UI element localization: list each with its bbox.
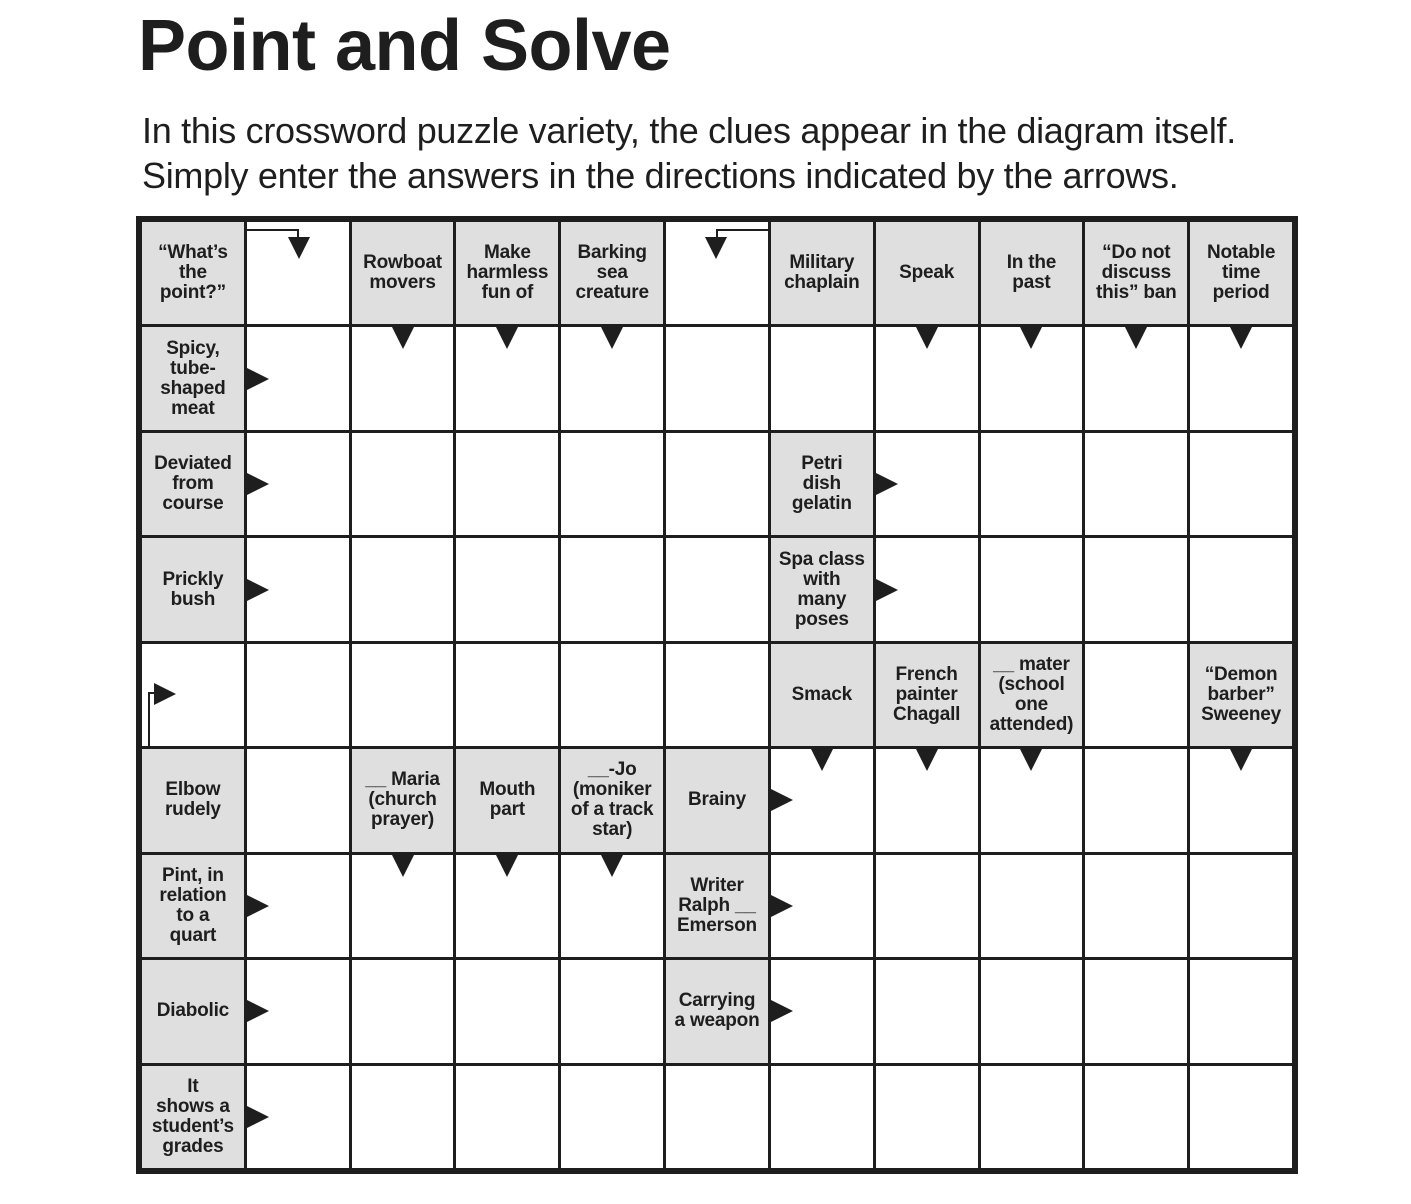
clue-text: __ Maria (church prayer) (365, 769, 440, 831)
answer-cell[interactable] (981, 1066, 1083, 1168)
answer-cell[interactable] (247, 538, 349, 640)
clue-cell (142, 1066, 244, 1168)
clue-text: Deviated from course (154, 453, 232, 515)
clue-cell (352, 222, 454, 324)
clue-text: Diabolic (156, 1000, 230, 1022)
answer-cell[interactable] (876, 855, 978, 957)
answer-cell[interactable] (247, 749, 349, 851)
clue-cell (771, 222, 873, 324)
answer-cell[interactable] (352, 433, 454, 535)
clue-text: “Demon barber” Sweeney (1201, 663, 1282, 725)
clue-cell (456, 749, 558, 851)
answer-cell[interactable] (456, 433, 558, 535)
puzzle-instructions (142, 108, 1382, 198)
answer-cell[interactable] (666, 644, 768, 746)
arrow-right-icon (876, 579, 898, 601)
clue-text: Speak (899, 262, 955, 284)
answer-cell[interactable] (247, 644, 349, 746)
arrow-down-icon (392, 855, 414, 877)
bent-arrow-right-icon (154, 683, 176, 705)
clue-cell (876, 644, 978, 746)
clue-text: Pint, in relation to a quart (159, 864, 227, 946)
answer-cell[interactable] (456, 1066, 558, 1168)
arrow-down-icon (392, 327, 414, 349)
clue-cell (666, 960, 768, 1062)
clue-text: “Do not discuss this” ban (1095, 242, 1177, 304)
answer-cell[interactable] (876, 327, 978, 429)
answer-cell[interactable] (561, 960, 663, 1062)
answer-cell[interactable] (247, 433, 349, 535)
answer-cell[interactable] (1190, 538, 1292, 640)
arrow-right-icon (247, 1000, 269, 1022)
arrow-right-icon (247, 1106, 269, 1128)
answer-cell[interactable] (876, 538, 978, 640)
clue-text: Make harmless fun of (466, 242, 549, 304)
answer-cell[interactable] (247, 327, 349, 429)
puzzle-title: Point and Solve (138, 6, 671, 86)
answer-cell[interactable] (561, 1066, 663, 1168)
answer-cell[interactable] (352, 538, 454, 640)
answer-cell[interactable] (1190, 960, 1292, 1062)
answer-cell[interactable] (456, 855, 558, 957)
clue-text: “What’s the point?” (158, 242, 228, 304)
answer-cell[interactable] (1190, 433, 1292, 535)
arrow-down-icon (811, 749, 833, 771)
clue-text: __ mater (school one attended) (989, 653, 1074, 735)
clue-cell (1190, 222, 1292, 324)
answer-cell[interactable] (981, 960, 1083, 1062)
answer-cell[interactable] (1085, 433, 1187, 535)
answer-cell[interactable] (352, 644, 454, 746)
answer-cell[interactable] (1085, 327, 1187, 429)
clue-text: Carrying a weapon (674, 990, 760, 1032)
arrow-right-icon (247, 895, 269, 917)
answer-cell[interactable] (352, 1066, 454, 1168)
arrow-down-icon (1020, 749, 1042, 771)
answer-cell[interactable] (981, 327, 1083, 429)
arrow-down-icon (1125, 327, 1147, 349)
answer-cell[interactable] (876, 1066, 978, 1168)
answer-cell[interactable] (771, 855, 873, 957)
clue-cell (561, 749, 663, 851)
clue-cell (771, 433, 873, 535)
bent-arrow-down-icon (288, 237, 310, 259)
clue-cell (142, 433, 244, 535)
answer-cell[interactable] (1190, 327, 1292, 429)
answer-cell[interactable] (666, 222, 768, 324)
clue-cell (142, 960, 244, 1062)
answer-cell[interactable] (561, 327, 663, 429)
clue-text: It shows a student’s grades (151, 1075, 234, 1157)
answer-cell[interactable] (142, 644, 244, 746)
clue-cell (142, 327, 244, 429)
answer-cell[interactable] (456, 644, 558, 746)
clue-cell (142, 749, 244, 851)
clue-text: Elbow rudely (164, 779, 221, 821)
answer-cell[interactable] (771, 960, 873, 1062)
answer-cell[interactable] (561, 538, 663, 640)
answer-cell[interactable] (561, 433, 663, 535)
arrow-down-icon (601, 855, 623, 877)
clue-cell (142, 538, 244, 640)
arrow-down-icon (916, 749, 938, 771)
answer-cell[interactable] (771, 1066, 873, 1168)
answer-cell[interactable] (456, 327, 558, 429)
arrow-down-icon (601, 327, 623, 349)
arrow-down-icon (916, 327, 938, 349)
answer-cell[interactable] (561, 644, 663, 746)
arrow-down-icon (1020, 327, 1042, 349)
answer-cell[interactable] (1085, 538, 1187, 640)
answer-cell[interactable] (247, 960, 349, 1062)
crossword-board (136, 216, 1298, 1174)
answer-cell[interactable] (771, 327, 873, 429)
clue-text: French painter Chagall (893, 663, 961, 725)
clue-cell (456, 222, 558, 324)
answer-cell[interactable] (1190, 749, 1292, 851)
answer-cell[interactable] (1190, 1066, 1292, 1168)
clue-cell (1190, 644, 1292, 746)
clue-text: Brainy (688, 789, 746, 811)
answer-cell[interactable] (981, 749, 1083, 851)
instructions-line-1: In this crossword puzzle variety, the clues appear in the diagram itself. (142, 110, 1236, 151)
clue-cell (561, 222, 663, 324)
answer-cell[interactable] (771, 749, 873, 851)
arrow-right-icon (247, 579, 269, 601)
answer-cell[interactable] (1085, 644, 1187, 746)
clue-cell (1085, 222, 1187, 324)
answer-cell[interactable] (981, 855, 1083, 957)
answer-cell[interactable] (456, 960, 558, 1062)
clue-cell (981, 222, 1083, 324)
clue-text: __-Jo (moniker of a track star) (570, 759, 654, 841)
answer-cell[interactable] (666, 433, 768, 535)
arrow-down-icon (496, 855, 518, 877)
answer-cell[interactable] (1085, 855, 1187, 957)
answer-cell[interactable] (981, 538, 1083, 640)
bent-arrow-down-icon (705, 237, 727, 259)
clue-text: Smack (791, 683, 852, 705)
clue-cell (352, 749, 454, 851)
crossword-grid (142, 222, 1292, 1168)
clue-cell (876, 222, 978, 324)
answer-cell[interactable] (247, 855, 349, 957)
answer-cell[interactable] (352, 327, 454, 429)
clue-text: Rowboat movers (363, 252, 442, 294)
answer-cell[interactable] (456, 538, 558, 640)
clue-text: Notable time period (1206, 242, 1276, 304)
clue-text: Petri dish gelatin (791, 453, 852, 515)
arrow-right-icon (771, 1000, 793, 1022)
answer-cell[interactable] (352, 960, 454, 1062)
answer-cell[interactable] (876, 433, 978, 535)
arrow-right-icon (771, 789, 793, 811)
arrow-down-icon (1230, 327, 1252, 349)
answer-cell[interactable] (666, 1066, 768, 1168)
clue-cell (142, 855, 244, 957)
arrow-down-icon (496, 327, 518, 349)
clue-cell (666, 749, 768, 851)
answer-cell[interactable] (876, 749, 978, 851)
clue-text: Writer Ralph __ Emerson (677, 874, 757, 936)
clue-text: Spicy, tube- shaped meat (160, 337, 226, 419)
arrow-right-icon (247, 473, 269, 495)
clue-cell (666, 855, 768, 957)
answer-cell[interactable] (666, 327, 768, 429)
clue-text: Spa class with many poses (778, 548, 865, 630)
answer-cell[interactable] (247, 222, 349, 324)
arrow-right-icon (771, 895, 793, 917)
answer-cell[interactable] (561, 855, 663, 957)
clue-cell (771, 644, 873, 746)
arrow-right-icon (876, 473, 898, 495)
clue-cell (771, 538, 873, 640)
clue-cell (142, 222, 244, 324)
answer-cell[interactable] (876, 960, 978, 1062)
answer-cell[interactable] (1085, 960, 1187, 1062)
answer-cell[interactable] (666, 538, 768, 640)
clue-text: Military chaplain (784, 252, 860, 294)
clue-text: Barking sea creature (575, 242, 649, 304)
answer-cell[interactable] (352, 855, 454, 957)
answer-cell[interactable] (1085, 749, 1187, 851)
clue-cell (981, 644, 1083, 746)
clue-text: Mouth part (479, 779, 536, 821)
answer-cell[interactable] (1190, 855, 1292, 957)
instructions-line-2: Simply enter the answers in the directions indicated by the arrows. (142, 155, 1179, 196)
arrow-right-icon (247, 368, 269, 390)
answer-cell[interactable] (247, 1066, 349, 1168)
answer-cell[interactable] (981, 433, 1083, 535)
clue-text: In the past (1006, 252, 1057, 294)
arrow-down-icon (1230, 749, 1252, 771)
clue-text: Prickly bush (162, 568, 224, 610)
answer-cell[interactable] (1085, 1066, 1187, 1168)
